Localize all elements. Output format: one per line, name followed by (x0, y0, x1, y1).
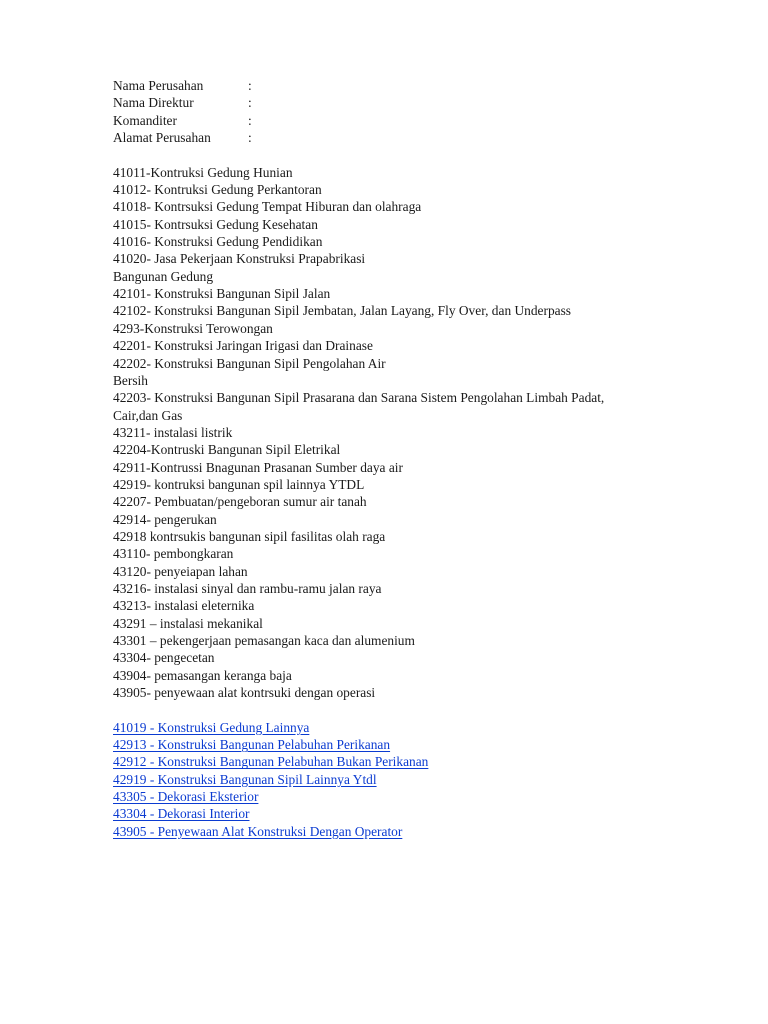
kbli-link[interactable]: 42913 - Konstruksi Bangunan Pelabuhan Perikanan (113, 737, 391, 753)
list-item: 41018- Kontrsuksi Gedung Tempat Hiburan dan olahraga (113, 199, 422, 215)
list-item: 42102- Konstruksi Bangunan Sipil Jembatan, Jalan Layang, Fly Over, dan Underpass (113, 303, 572, 319)
list-item: 42101- Konstruksi Bangunan Sipil Jalan (113, 286, 331, 302)
list-item: 42202- Konstruksi Bangunan Sipil Pengolahan Air (113, 355, 386, 371)
list-item: Bangunan Gedung (113, 268, 214, 284)
field-komanditer (113, 112, 713, 129)
list-item: 42207- Pembuatan/pengeboran sumur air tanah (113, 494, 367, 510)
field-label: Nama Perusahan (113, 78, 204, 93)
spacer (113, 701, 713, 718)
field-label: Komanditer (113, 112, 177, 128)
list-item: 41012- Kontruksi Gedung Perkantoran (113, 182, 322, 198)
list-item: 4293-Konstruksi Terowongan (113, 320, 273, 336)
list-item: 42914- pengerukan (113, 511, 217, 527)
list-item: 43216- instalasi sinyal dan rambu-ramu jalan raya (113, 580, 382, 596)
list-item: 41020- Jasa Pekerjaan Konstruksi Prapabrikasi (113, 251, 366, 267)
list-item: 42201- Konstruksi Jaringan Irigasi dan Drainase (113, 338, 373, 354)
list-item: 43905- penyewaan alat kontrsuki dengan operasi (113, 685, 376, 701)
list-item: 41016- Konstruksi Gedung Pendidikan (113, 234, 323, 250)
list-item: 43904- pemasangan keranga baja (113, 667, 292, 683)
list-item: 43213- instalasi eleternika (113, 598, 255, 614)
field-colon: : (248, 112, 252, 128)
list-item: Cair,dan Gas (113, 407, 183, 423)
list-item: 43291 – instalasi mekanikal (113, 615, 263, 631)
list-item: Bersih (113, 372, 148, 388)
list-item: 43211- instalasi listrik (113, 424, 233, 440)
kbli-link[interactable]: 43304 - Dekorasi Interior (113, 806, 250, 822)
list-item: 42918 kontrsukis bangunan sipil fasilitas olah raga (113, 528, 386, 544)
kbli-code-list (113, 164, 713, 702)
field-colon: : (248, 78, 252, 93)
document-content (113, 77, 713, 840)
list-item: 41011-Kontruksi Gedung Hunian (113, 164, 293, 180)
list-item: 42203- Konstruksi Bangunan Sipil Prasarana dan Sarana Sistem Pengolahan Limbah Padat, (113, 390, 605, 406)
list-item: 43120- penyeiapan lahan (113, 563, 248, 579)
field-company-address (113, 129, 713, 146)
kbli-link[interactable]: 43905 - Penyewaan Alat Konstruksi Dengan Operator (113, 823, 403, 839)
list-item: 43301 – pekengerjaan pemasangan kaca dan alumenium (113, 633, 415, 648)
field-colon: : (248, 130, 252, 146)
field-colon: : (248, 95, 252, 111)
list-item: 42911-Kontrussi Bnagunan Prasanan Sumber daya air (113, 459, 403, 475)
kbli-link-list (113, 719, 713, 840)
list-item: 43304- pengecetan (113, 650, 215, 666)
field-director-name (113, 94, 713, 111)
kbli-link[interactable]: 43305 - Dekorasi Eksterior (113, 789, 259, 805)
company-header-fields (113, 77, 713, 146)
field-company-name (113, 77, 713, 94)
kbli-link[interactable]: 42912 - Konstruksi Bangunan Pelabuhan Bukan Perikanan (113, 754, 429, 770)
field-label: Nama Direktur (113, 95, 194, 111)
kbli-link[interactable]: 42919 - Konstruksi Bangunan Sipil Lainnya Ytdl (113, 771, 377, 787)
list-item: 41015- Kontrsuksi Gedung Kesehatan (113, 216, 318, 232)
list-item: 42919- kontruksi bangunan spil lainnya YTDL (113, 476, 365, 492)
list-item: 43110- pembongkaran (113, 546, 234, 562)
spacer (113, 146, 713, 163)
kbli-link[interactable]: 41019 - Konstruksi Gedung Lainnya (113, 719, 310, 735)
list-item: 42204-Kontruski Bangunan Sipil Eletrikal (113, 442, 341, 458)
field-label: Alamat Perusahan (113, 130, 211, 146)
